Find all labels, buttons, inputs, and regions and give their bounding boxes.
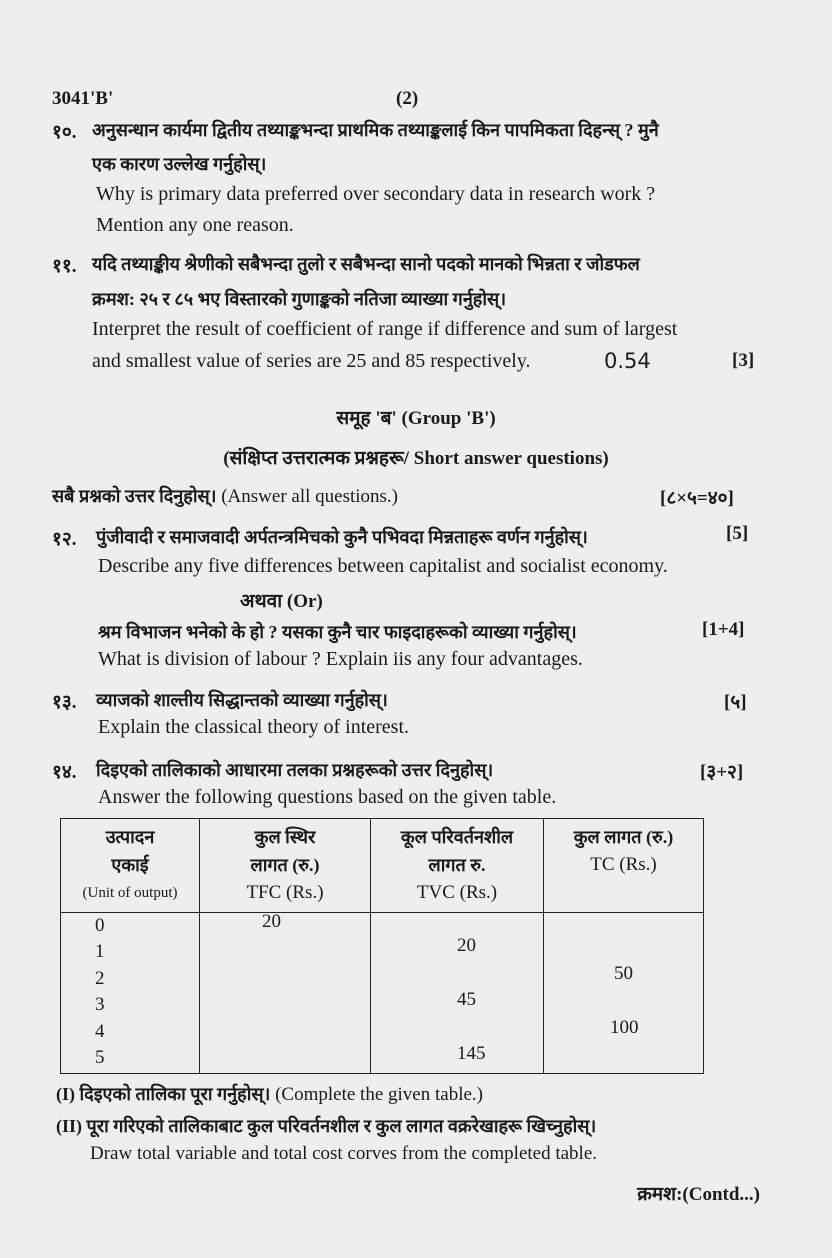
instruction-en: (Answer all questions.) <box>221 486 399 507</box>
q10-nepali-line1: अनुसन्धान कार्यमा द्वितीय तथ्याङ्कभन्दा प्राथमिक तथ्याङ्कलाई किन पापमिकता दिहन्स् ? मुनै <box>92 120 659 140</box>
or-label <box>240 587 323 613</box>
q11-english-line2: and smallest value of series are 25 and 85 respectively. <box>92 350 531 372</box>
tc-cell: 50 <box>614 963 633 984</box>
q11-nepali-line1: यदि तथ्याङ्कीय श्रेणीको सबैभन्दा तुलो र सबैभन्दा सानो पदको मानको भिन्नता र जोडफल <box>92 254 640 274</box>
unit-cell: 4 <box>95 1021 105 1042</box>
continued-label: क्रमश:(Contd...) <box>637 1184 760 1205</box>
q12-alt-english: What is division of labour ? Explain iis any four advantages. <box>98 648 583 670</box>
group-b-title-np: समूह 'ब' <box>336 408 397 429</box>
unit-cell: 0 <box>95 915 105 936</box>
q11-english-line1: Interpret the result of coefficient of range if difference and sum of largest <box>92 318 678 340</box>
col-units <box>61 913 200 1074</box>
header-unit <box>61 819 200 913</box>
q14-part2-np: (II) पूरा गरिएको तालिकाबाट कुल परिवर्तनशील र कुल लागत वक्ररेखाहरू खिच्नुहोस्। <box>56 1116 597 1136</box>
group-b-subtitle <box>0 444 832 470</box>
q11-marks: [3] <box>732 350 755 371</box>
unit-cell: 2 <box>95 968 105 989</box>
tfc-cell: 20 <box>262 911 281 932</box>
q10-english-line1: Why is primary data preferred over secondary data in research work ? <box>96 183 656 205</box>
col-tfc <box>200 913 371 1074</box>
q12-marks: [5] <box>726 523 749 544</box>
header-tfc-np1: कुल स्थिर <box>254 827 316 847</box>
header-tvc <box>371 819 544 913</box>
q12-alt-marks: [1+4] <box>702 619 745 640</box>
header-tvc-en: TVC (Rs.) <box>416 882 498 903</box>
header-tvc-np1: कूल परिवर्तनशील <box>400 827 514 847</box>
header-unit-np1: उत्पादन <box>105 827 155 847</box>
q14-part2-en: Draw total variable and total cost corves from the completed table. <box>90 1143 598 1164</box>
unit-cell: 1 <box>95 941 105 962</box>
header-unit-en: (Unit of output) <box>82 885 178 901</box>
paper-code: 3041'B' <box>52 88 114 109</box>
handwritten-answer: 0.54 <box>604 349 651 373</box>
instruction-np: सबै प्रश्नको उत्तर दिनुहोस्। <box>52 486 217 506</box>
q11-number: ११. <box>52 256 77 277</box>
q10-nepali-line2: एक कारण उल्लेख गर्नुहोस्। <box>92 154 267 174</box>
col-tc <box>544 913 704 1074</box>
q13-number: १३. <box>52 692 77 713</box>
table-header-row <box>61 819 704 913</box>
or-np: अथवा <box>240 591 283 612</box>
or-en: (Or) <box>286 591 323 612</box>
header-tfc <box>200 819 371 913</box>
group-b-marks: [८×५=४०] <box>660 488 734 509</box>
tc-cell: 100 <box>610 1017 639 1038</box>
tvc-cell: 145 <box>457 1043 486 1064</box>
header-tc <box>544 819 704 913</box>
q12-alt-nepali: श्रम विभाजन भनेको के हो ? यसका कुनै चार फाइदाहरूको व्याख्या गर्नुहोस्। <box>98 622 577 642</box>
part1-np: (I) दिइएको तालिका पूरा गर्नुहोस्। <box>56 1084 271 1104</box>
q14-nepali: दिइएको तालिकाको आधारमा तलका प्रश्नहरूको उत्तर दिनुहोस्। <box>96 760 494 780</box>
q12-number: १२. <box>52 529 77 550</box>
q10-english-line2: Mention any one reason. <box>96 214 294 236</box>
q14-number: १४. <box>52 762 77 783</box>
unit-cell: 5 <box>95 1047 105 1068</box>
group-b-subtitle-en: Short answer questions) <box>413 448 609 469</box>
q11-nepali-line2: क्रमश: २५ र ८५ भए विस्तारको गुणाङ्कको नतिजा व्याख्या गर्नुहोस्। <box>92 289 507 309</box>
header-tfc-np2: लागत (रु.) <box>250 855 320 875</box>
q14-part1 <box>56 1082 483 1106</box>
q13-nepali: व्याजको शाल्तीय सिद्धान्तको व्याख्या गर्नुहोस्। <box>96 690 388 710</box>
part1-en: (Complete the given table.) <box>275 1084 483 1105</box>
header-tvc-np2: लागत रु. <box>428 855 486 875</box>
q10-number: १०. <box>52 122 77 143</box>
tvc-cell: 45 <box>457 989 476 1010</box>
group-b-instruction <box>52 484 398 508</box>
unit-cell: 3 <box>95 994 105 1015</box>
q12-nepali: पुंजीवादी र समाजवादी अर्पतन्त्रमिचको कुनै पभिवदा मिन्नताहरू वर्णन गर्नुहोस्। <box>96 527 588 547</box>
q13-english: Explain the classical theory of interest. <box>98 716 410 738</box>
group-b-subtitle-np: (संक्षिप्त उत्तरात्मक प्रश्नहरू/ <box>223 448 410 469</box>
header-unit-np2: एकाई <box>111 855 149 875</box>
cost-table <box>60 818 704 1074</box>
q12-english: Describe any five differences between capitalist and socialist economy. <box>98 555 668 577</box>
q14-english: Answer the following questions based on the given table. <box>98 786 557 808</box>
header-tc-np1: कुल लागत (रु.) <box>573 827 674 847</box>
col-tvc <box>371 913 544 1074</box>
group-b-title <box>0 404 832 430</box>
header-tfc-en: TFC (Rs.) <box>246 882 324 903</box>
page-number: (2) <box>396 88 419 109</box>
group-b-title-en: (Group 'B') <box>401 408 496 429</box>
header-tc-np2: TC (Rs.) <box>590 854 657 875</box>
q14-marks: [३+२] <box>700 762 744 783</box>
q13-marks: [५] <box>724 692 747 713</box>
table-body-row <box>61 913 704 1074</box>
tvc-cell: 20 <box>457 935 476 956</box>
